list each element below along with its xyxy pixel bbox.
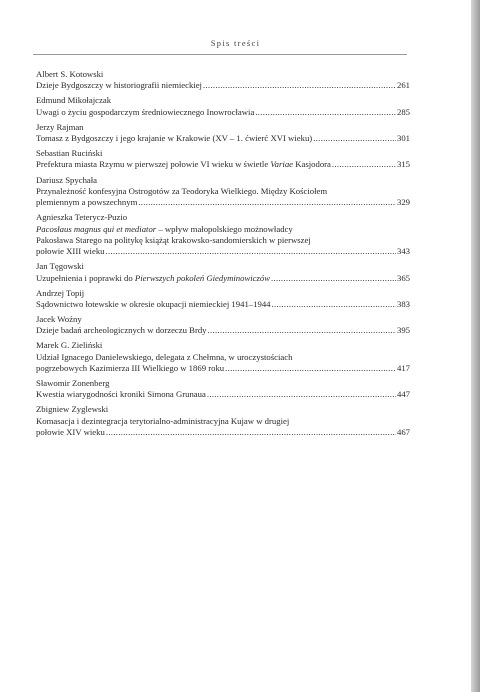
running-header: Spis treści <box>210 38 261 48</box>
entry-title-line <box>36 80 410 91</box>
entry-title-italic: Variae <box>270 159 294 170</box>
entry-page-number: 343 <box>396 246 410 257</box>
table-of-contents <box>36 69 410 442</box>
entry-title-line <box>36 133 410 144</box>
entry-page-number: 315 <box>396 159 410 170</box>
entry-page-number: 285 <box>396 106 410 117</box>
entry-author: Marek G. Zieliński <box>36 340 103 351</box>
entry-author: Jerzy Rajman <box>36 121 84 132</box>
toc-entry <box>36 175 410 209</box>
entry-title-line <box>36 107 410 118</box>
toc-entry <box>36 378 410 401</box>
entry-title <box>36 159 331 170</box>
entry-title-line <box>36 273 410 284</box>
entry-title-line <box>36 325 410 336</box>
leader-dots <box>225 363 396 374</box>
entry-title-line <box>36 427 410 438</box>
entry-title-text: Uzupełnienia i poprawki do <box>36 272 133 283</box>
leader-dots <box>313 133 396 144</box>
entry-title: Dzieje badań archeologicznych w dorzeczu Brdy <box>36 325 207 336</box>
entry-title: Uwagi o życiu gospodarczym średniowiecznego Inowrocławia <box>36 106 255 117</box>
entry-title: Sądownictwo łotewskie w okresie okupacji niemieckiej 1941–1944 <box>36 298 271 309</box>
toc-entry <box>36 95 410 118</box>
entry-page-number: 261 <box>396 80 410 91</box>
entry-author: Jan Tęgowski <box>36 261 84 272</box>
toc-entry <box>36 69 410 92</box>
entry-page-number: 365 <box>396 272 410 283</box>
entry-title-line <box>36 246 410 257</box>
toc-entry <box>36 404 410 438</box>
entry-title-line <box>36 197 410 208</box>
toc-entry <box>36 212 410 257</box>
entry-title-line: Komasacja i dezintegracja terytorialno-administracyjna Kujaw w drugiej <box>36 415 290 426</box>
entry-page-number: 417 <box>396 363 410 373</box>
entry-title-line <box>36 389 410 400</box>
entry-title-line: Udział Ignacego Danielewskiego, delegata z Chełmna, w uroczystościach <box>36 351 293 362</box>
entry-title-italic: Pierwszych pokoleń Giedyminowiczów <box>134 272 271 283</box>
entry-author: Sebastian Ruciński <box>36 148 103 159</box>
entry-author: Albert S. Kotowski <box>36 69 104 79</box>
header-rule <box>33 54 407 55</box>
entry-title: połowie XIV wieku <box>36 427 105 438</box>
entry-title-text: Prefektura miasta Rzymu w pierwszej połowie VI wieku w świetle <box>36 159 269 170</box>
entry-author: Agnieszka Teterycz-Puzio <box>36 212 128 223</box>
leader-dots <box>332 159 396 170</box>
entry-page-number: 301 <box>396 133 410 144</box>
entry-page-number: 395 <box>396 325 410 336</box>
entry-title: połowie XIII wieku <box>36 246 105 257</box>
toc-entry <box>36 148 410 171</box>
leader-dots <box>208 325 396 336</box>
entry-title-tail: Kasjodora <box>295 159 331 170</box>
entry-author: Sławomir Zonenberg <box>36 378 110 389</box>
leader-dots <box>255 107 396 118</box>
entry-title <box>36 273 270 284</box>
entry-author: Andrzej Topij <box>36 287 85 298</box>
entry-page-number: 467 <box>396 427 410 438</box>
entry-author: Dariusz Spychała <box>36 174 98 185</box>
entry-title: Tomasz z Bydgoszczy i jego krajanie w Krakowie (XV – 1. ćwierć XVI wieku) <box>36 133 313 144</box>
leader-dots <box>106 427 396 438</box>
entry-title-line <box>36 363 410 374</box>
entry-title-line: Pakosława Starego na politykę książąt krakowsko-sandomierskich w pierwszej <box>36 234 311 245</box>
entry-title-italic: Pacosłaus magnus qui et mediator <box>36 223 157 234</box>
toc-entry <box>36 261 410 284</box>
entry-title: plemiennym a powszechnym <box>36 197 138 208</box>
toc-entry <box>36 314 410 337</box>
entry-title-line <box>36 299 410 310</box>
entry-page-number: 447 <box>396 389 410 400</box>
leader-dots <box>207 389 396 400</box>
leader-dots <box>203 80 396 91</box>
entry-title-line <box>36 224 410 235</box>
entry-author: Jacek Woźny <box>36 314 82 325</box>
page-spine-edge <box>471 0 480 692</box>
leader-dots <box>272 299 396 310</box>
entry-author: Zbigniew Zyglewski <box>36 404 109 415</box>
toc-entry <box>36 288 410 311</box>
entry-title: Kwestia wiarygodności kroniki Simona Grunaua <box>36 389 206 400</box>
entry-page-number: 329 <box>396 197 410 208</box>
leader-dots <box>138 197 396 208</box>
leader-dots <box>271 273 396 284</box>
toc-entry <box>36 340 410 374</box>
entry-title-text: – wpływ małopolskiego możnowładcy <box>158 223 293 234</box>
entry-page-number: 383 <box>396 298 410 309</box>
entry-title-line <box>36 159 410 170</box>
toc-entry <box>36 122 410 145</box>
leader-dots <box>106 246 396 257</box>
entry-title: pogrzebowych Kazimierza III Wielkiego w 1869 roku <box>36 363 225 373</box>
entry-title-line: Przynależność konfesyjna Ostrogotów za Teodoryka Wielkiego. Między Kościołem <box>36 185 328 196</box>
entry-author: Edmund Mikołajczak <box>36 95 112 106</box>
entry-title: Dzieje Bydgoszczy w historiografii niemieckiej <box>36 80 202 91</box>
